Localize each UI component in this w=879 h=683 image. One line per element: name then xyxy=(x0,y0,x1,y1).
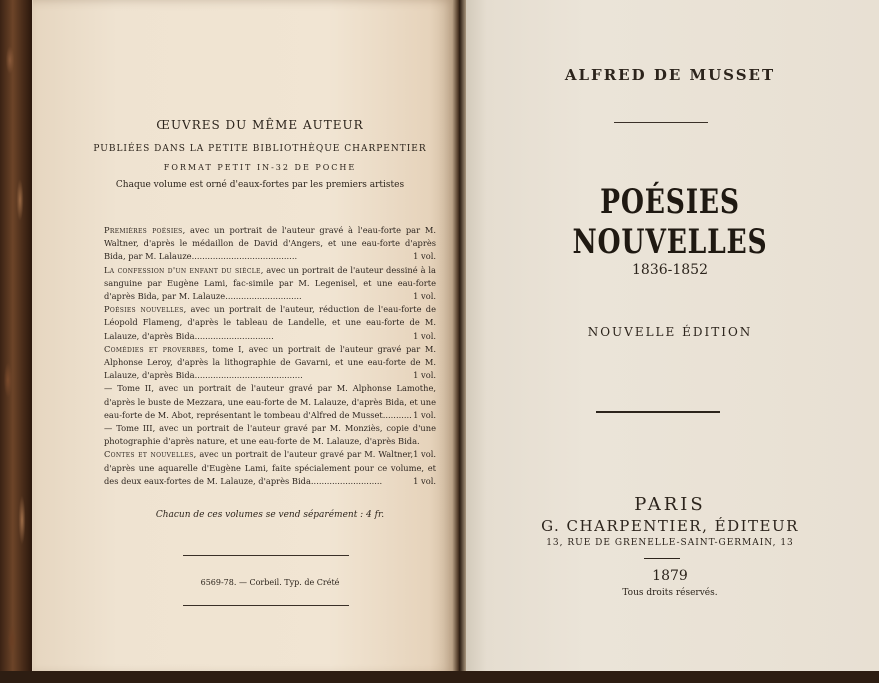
divider-rule xyxy=(644,558,680,559)
entry-title: Premières poésies xyxy=(104,225,183,235)
list-item xyxy=(104,303,436,343)
entry-title: Comédies et proverbes xyxy=(104,343,205,354)
divider-rule xyxy=(596,411,720,413)
entry-volume: 1 vol. xyxy=(413,409,436,420)
list-item xyxy=(104,264,436,304)
entry-text: — Tome II, avec un portrait de l'auteur gravé par M. Alphonse Lamothe, d'après le buste de Mezzara, une eau-forte de M. Lalauze, d'après Bida, et une eau-forte de M. Abot, représentant le tombeau d'Alfred de Musset........... xyxy=(104,383,436,420)
rights-notice: Tous droits réservés. xyxy=(622,588,718,598)
entry-text: — Tome III, avec un portrait de l'auteur gravé par M. Monziès, copie d'une photographie d'après nature, et une eau-forte de M. Lalauze, d'après Bida. xyxy=(104,423,436,447)
book-dates: 1836-1852 xyxy=(632,262,708,278)
list-item xyxy=(104,224,436,264)
entry-volume: 1 vol. xyxy=(413,251,436,262)
entry-text: , avec un portrait de l'auteur dessiné à la sanguine par Eugène Lami, fac-simile par M. Legenisel, et une eau-forte d'après Bida, par M. Lalauze............................. xyxy=(104,264,436,302)
publication-year: 1879 xyxy=(652,568,688,584)
divider-rule xyxy=(183,605,349,606)
printer-imprint: 6569-78. — Corbeil. Typ. de Crété xyxy=(200,578,340,587)
entry-volume: 1 vol. xyxy=(413,330,436,341)
book-gutter xyxy=(452,0,466,683)
price-note: Chacun de ces volumes se vend séparément : 4 fr. xyxy=(155,510,385,520)
entry-text: , avec un portrait de l'auteur gravé à l'eau-forte par M. Waltner, d'après le médaillon de David d'Angers, et une eau-forte d'après Bida, par M. Lalauze........................................ xyxy=(104,225,436,262)
publisher-name: G. CHARPENTIER, ÉDITEUR xyxy=(541,517,799,535)
format-line: FORMAT PETIT IN-32 DE POCHE xyxy=(163,163,357,172)
list-item xyxy=(104,343,436,383)
collection-subheading: PUBLIÉES DANS LA PETITE BIBLIOTHÈQUE CHARPENTIER xyxy=(93,144,427,154)
entry-title: Poésies nouvelles xyxy=(104,304,184,315)
entry-text: , avec un portrait de l'auteur, réduction de l'eau-forte de Léopold Flameng, d'après le tableau de Landelle, et une eau-forte de M. Lalauze, d'après Bida.............................. xyxy=(104,304,436,341)
divider-rule xyxy=(183,555,349,556)
entry-volume: 1 vol. xyxy=(413,475,436,486)
edition-label: NOUVELLE ÉDITION xyxy=(587,325,753,339)
publisher-address: 13, RUE DE GRENELLE-SAINT-GERMAIN, 13 xyxy=(546,538,794,548)
illustration-note: Chaque volume est orné d'eaux-fortes par les premiers artistes xyxy=(115,180,405,190)
entry-volume: 1 vol. xyxy=(413,291,436,302)
entry-text: , tome I, avec un portrait de l'auteur gravé par M. Alphonse Leroy, d'après la lithographie de Gavarni, et une eau-forte de M. Lalauze, d'après Bida......................................... xyxy=(104,343,436,381)
bottom-edge xyxy=(0,671,879,683)
publication-city: PARIS xyxy=(634,494,706,515)
works-list xyxy=(104,224,436,488)
entry-volume: 1 vol. xyxy=(413,449,436,460)
entry-title: Contes et nouvelles xyxy=(104,449,194,460)
book-title: POÉSIES NOUVELLES xyxy=(572,182,768,262)
author-name: ALFRED DE MUSSET xyxy=(564,66,776,84)
entry-volume: 1 vol. xyxy=(413,370,436,381)
entry-text: , avec un portrait de l'auteur gravé par M. Waltner, d'après une aquarelle d'Eugène Lami, faite spécialement pour ce volume, et des deux eaux-fortes de M. Lalauze, d'après Bida........................... xyxy=(104,449,436,486)
list-item xyxy=(104,448,436,488)
list-item xyxy=(104,382,436,422)
works-heading: ŒUVRES DU MÊME AUTEUR xyxy=(156,118,364,132)
marbled-binding-edge xyxy=(0,0,32,683)
entry-title: La confession d'un enfant du siècle xyxy=(104,264,261,275)
divider-rule xyxy=(614,122,708,123)
